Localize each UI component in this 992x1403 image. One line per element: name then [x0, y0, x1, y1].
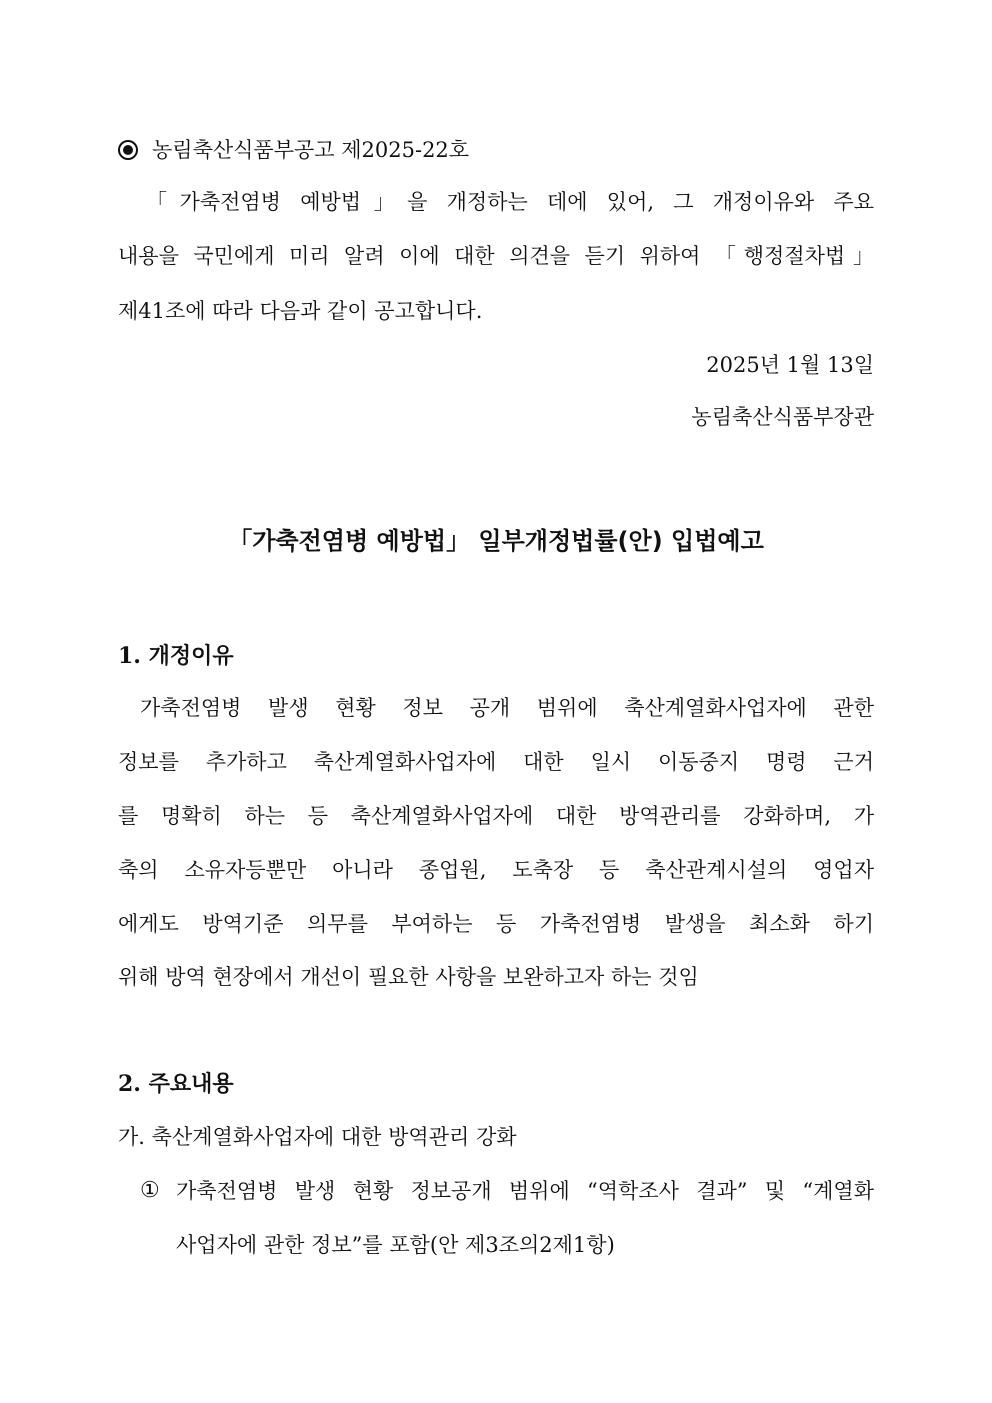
section1-line-3: 를 명확히 하는 등 축산계열화사업자에 대한 방역관리를 강화하며, 가 [118, 804, 874, 828]
circled-number-one-icon: ① [140, 1178, 160, 1203]
section1-heading: 1. 개정이유 [118, 643, 234, 669]
bullseye-icon [118, 140, 138, 160]
section1-line-4: 축의 소유자등뿐만 아니라 종업원, 도축장 등 축산관계시설의 영업자 [118, 858, 874, 882]
section2-item-line-2: 사업자에 관한 정보”를 포함(안 제3조의2제1항) [176, 1233, 615, 1257]
section2-subheading: 가. 축산계열화사업자에 대한 방역관리 강화 [118, 1125, 517, 1149]
section1-line-1: 가축전염병 발생 현황 정보 공개 범위에 축산계열화사업자에 관한 [140, 696, 874, 720]
document-title: 「가축전염병 예방법」 일부개정법률(안) 입법예고 [228, 527, 764, 555]
notice-date: 2025년 1월 13일 [706, 353, 874, 377]
notice-number: 농림축산식품부공고 제2025-22호 [152, 138, 470, 162]
section1-line-5: 에게도 방역기준 의무를 부여하는 등 가축전염병 발생을 최소화 하기 [118, 912, 874, 936]
notice-number-line [118, 135, 874, 165]
section1-line-2: 정보를 추가하고 축산계열화사업자에 대한 일시 이동중지 명령 근거 [118, 750, 874, 774]
section2-heading: 2. 주요내용 [118, 1071, 234, 1097]
section2-item-line-1: 가축전염병 발생 현황 정보공개 범위에 “역학조사 결과” 및 “계열화 [176, 1179, 874, 1203]
intro-line-1: 「가축전염병 예방법」을 개정하는 데에 있어, 그 개정이유와 주요 [146, 190, 874, 214]
intro-line-3: 제41조에 따라 다음과 같이 공고합니다. [118, 299, 483, 323]
notice-issuer: 농림축산식품부장관 [691, 405, 874, 429]
intro-line-2: 내용을 국민에게 미리 알려 이에 대한 의견을 듣기 위하여 「행정절차법」 [118, 244, 874, 268]
section1-line-6: 위해 방역 현장에서 개선이 필요한 사항을 보완하고자 하는 것임 [118, 965, 699, 989]
